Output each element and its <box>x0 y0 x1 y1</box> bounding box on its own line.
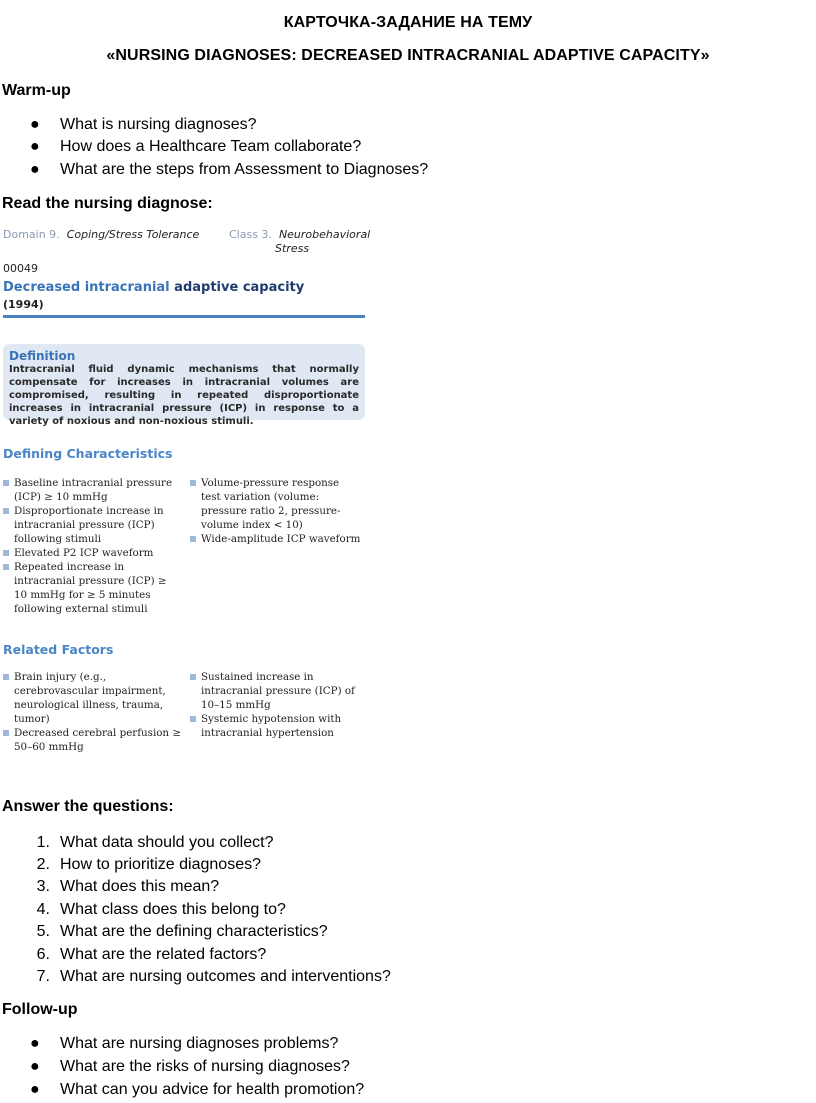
list-item: Brain injury (e.g., cerebrovascular impairment, neurological illness, trauma, tumor) <box>3 670 181 726</box>
related-heading: Related Factors <box>3 642 114 657</box>
square-bullet-icon <box>3 730 9 736</box>
divider <box>3 315 365 318</box>
bullet-icon: ● <box>30 161 40 178</box>
diagnosis-name <box>3 280 304 295</box>
list-item: Volume-pressure response test variation (volume: pressure ratio 2, pressure-volume index < 10) <box>190 476 362 532</box>
square-bullet-icon <box>190 716 196 722</box>
square-bullet-icon <box>3 564 9 570</box>
defining-heading: Defining Characteristics <box>3 446 173 461</box>
diagnosis-code: 00049 <box>3 262 38 275</box>
bullet-icon: ● <box>30 138 40 155</box>
related-left-col <box>3 670 181 754</box>
diagnosis-year: (1994) <box>3 298 44 311</box>
definition-text: Intracranial fluid dynamic mechanisms that normally compensate for increases in intracranial volumes are compromised, resulting in repeated disproportionate increases in intracranial pressure (ICP) in response to a variety of noxious and non-noxious stimuli. <box>9 364 359 427</box>
domain-label: Domain 9. <box>3 228 60 241</box>
defining-right-col <box>190 476 362 546</box>
definition-heading: Definition <box>9 349 76 363</box>
square-bullet-icon <box>190 480 196 486</box>
page-title-line2: «NURSING DIAGNOSES: DECREASED INTRACRANIAL ADAPTIVE CAPACITY» <box>106 47 710 64</box>
class-line <box>229 228 370 241</box>
bullet-icon: ● <box>30 1058 40 1075</box>
bullet-icon: ● <box>30 1081 40 1098</box>
domain-name: Coping/Stress Tolerance <box>66 228 200 241</box>
answer-heading: Answer the questions: <box>2 798 174 815</box>
square-bullet-icon <box>3 508 9 514</box>
class-name: Neurobehavioral <box>278 228 371 241</box>
square-bullet-icon <box>3 550 9 556</box>
read-heading: Read the nursing diagnose: <box>2 195 213 212</box>
definition-box <box>3 344 365 427</box>
square-bullet-icon <box>3 674 9 680</box>
diagnosis-name-part1: Decreased intracranial <box>3 280 170 295</box>
list-item: Wide-amplitude ICP waveform <box>190 532 362 546</box>
related-right-col <box>190 670 362 740</box>
square-bullet-icon <box>3 480 9 486</box>
diagnosis-name-part2: adaptive capacity <box>174 280 305 295</box>
domain-line <box>3 228 199 241</box>
square-bullet-icon <box>190 536 196 542</box>
defining-left-col <box>3 476 181 616</box>
class-label: Class 3. <box>229 228 272 241</box>
page-title-line1: КАРТОЧКА-ЗАДАНИЕ НА ТЕМУ <box>283 14 533 31</box>
bullet-icon: ● <box>30 1035 40 1052</box>
followup-heading: Follow-up <box>2 1001 78 1018</box>
square-bullet-icon <box>190 674 196 680</box>
list-item: Sustained increase in intracranial pressure (ICP) of 10–15 mmHg <box>190 670 362 712</box>
list-item: Repeated increase in intracranial pressure (ICP) ≥ 10 mmHg for ≥ 5 minutes following external stimuli <box>3 560 181 616</box>
bullet-icon: ● <box>30 116 40 133</box>
diagnosis-card <box>3 224 371 764</box>
warmup-heading: Warm-up <box>2 82 71 99</box>
list-item: Baseline intracranial pressure (ICP) ≥ 10 mmHg <box>3 476 181 504</box>
list-item: Elevated P2 ICP waveform <box>3 546 181 560</box>
list-item: Systemic hypotension with intracranial hypertension <box>190 712 362 740</box>
list-item: Decreased cerebral perfusion ≥ 50–60 mmHg <box>3 726 181 754</box>
class-name-cont: Stress <box>275 242 310 255</box>
list-item: Disproportionate increase in intracranial pressure (ICP) following stimuli <box>3 504 181 546</box>
